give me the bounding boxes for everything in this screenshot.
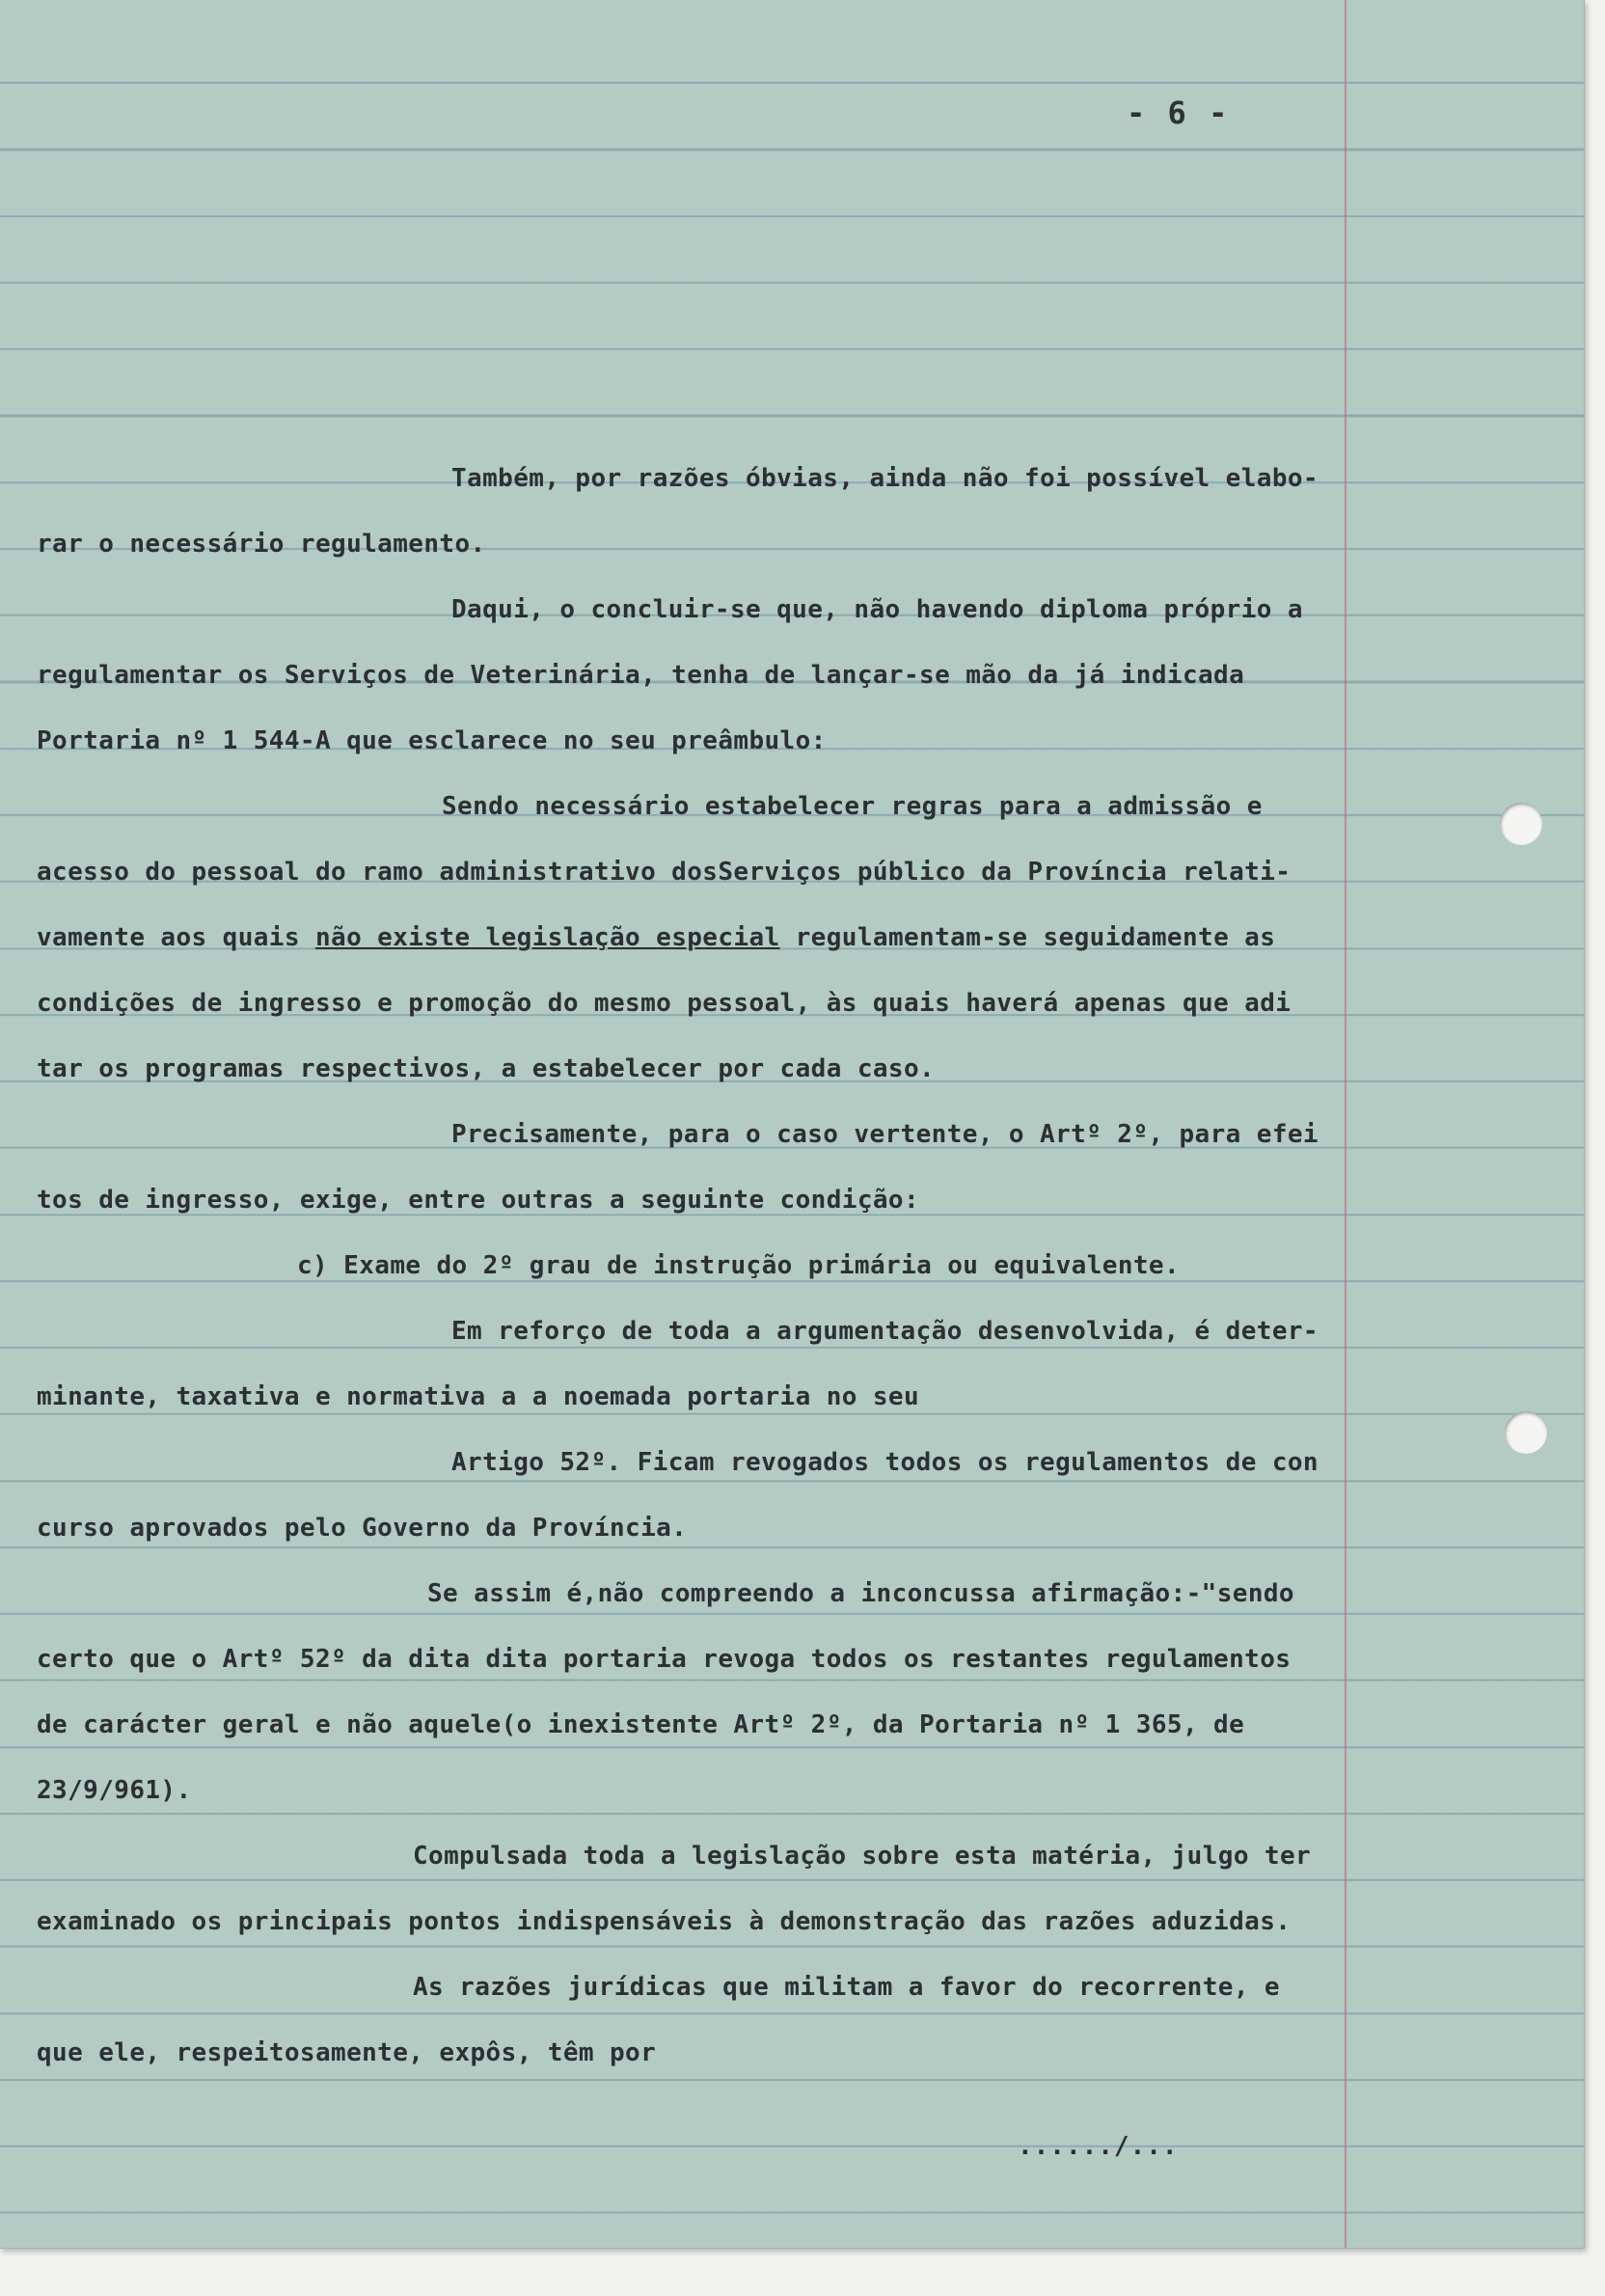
punch-hole-top: [1500, 803, 1542, 845]
page-number: - 6 -: [1127, 95, 1230, 131]
text-line: examinado os principais pontos indispensáveis à demonstração das razões aduzidas.: [37, 1907, 1292, 1936]
list-item: c) Exame do 2º grau de instrução primária ou equivalente.: [297, 1251, 1181, 1280]
text-line: As razões jurídicas que militam a favor do recorrente, e: [413, 1973, 1280, 2002]
text-line: Precisamente, para o caso vertente, o Artº 2º, para efei: [451, 1120, 1319, 1149]
text-line: Também, por razões óbvias, ainda não foi possível elabo-: [451, 464, 1319, 493]
text-line: que ele, respeitosamente, expôs, têm por: [37, 2038, 657, 2067]
text-line: Compulsada toda a legislação sobre esta matéria, julgo ter: [413, 1842, 1312, 1871]
text-segment: regulamentam-se seguidamente as: [779, 923, 1276, 952]
text-line: Se assim é,não compreendo a inconcussa afirmação:-"sendo: [427, 1579, 1294, 1608]
quoted-text-line: [37, 905, 1358, 970]
quoted-text-line: condições de ingresso e promoção do mesmo pessoal, às quais haverá apenas que adi: [37, 989, 1292, 1018]
text-line: curso aprovados pelo Governo da Província.: [37, 1514, 688, 1543]
text-line: 23/9/961).: [37, 1776, 192, 1805]
quoted-text-line: Sendo necessário estabelecer regras para a admissão e: [442, 792, 1263, 821]
text-line: regulamentar os Serviços de Veterinária, tenha de lançar-se mão da já indicada: [37, 661, 1245, 690]
text-line: Em reforço de toda a argumentação desenvolvida, é deter-: [451, 1317, 1319, 1346]
text-segment: vamente aos quais: [37, 923, 315, 952]
text-line: minante, taxativa e normativa a a noemada portaria no seu: [37, 1382, 920, 1411]
quoted-text-line: tar os programas respectivos, a estabelecer por cada caso.: [37, 1054, 936, 1083]
text-line: rar o necessário regulamento.: [37, 530, 486, 559]
text-line: Portaria nº 1 544-A que esclarece no seu preâmbulo:: [37, 726, 827, 755]
text-line: Artigo 52º. Ficam revogados todos os regulamentos de con: [451, 1448, 1319, 1477]
text-line: de carácter geral e não aquele(o inexistente Artº 2º, da Portaria nº 1 365, de: [37, 1710, 1245, 1739]
document-body: [37, 446, 1358, 2086]
quoted-text-line: acesso do pessoal do ramo administrativo dosServiços público da Província relati-: [37, 858, 1292, 887]
continuation-mark: ....../...: [1018, 2132, 1179, 2161]
text-line: tos de ingresso, exige, entre outras a seguinte condição:: [37, 1186, 920, 1215]
underlined-phrase: não existe legislação especial: [314, 923, 780, 952]
text-line: Daqui, o concluir-se que, não havendo diploma próprio a: [451, 595, 1303, 624]
punch-hole-bottom: [1505, 1411, 1547, 1454]
text-line: certo que o Artº 52º da dita dita portaria revoga todos os restantes regulamentos: [37, 1645, 1292, 1674]
